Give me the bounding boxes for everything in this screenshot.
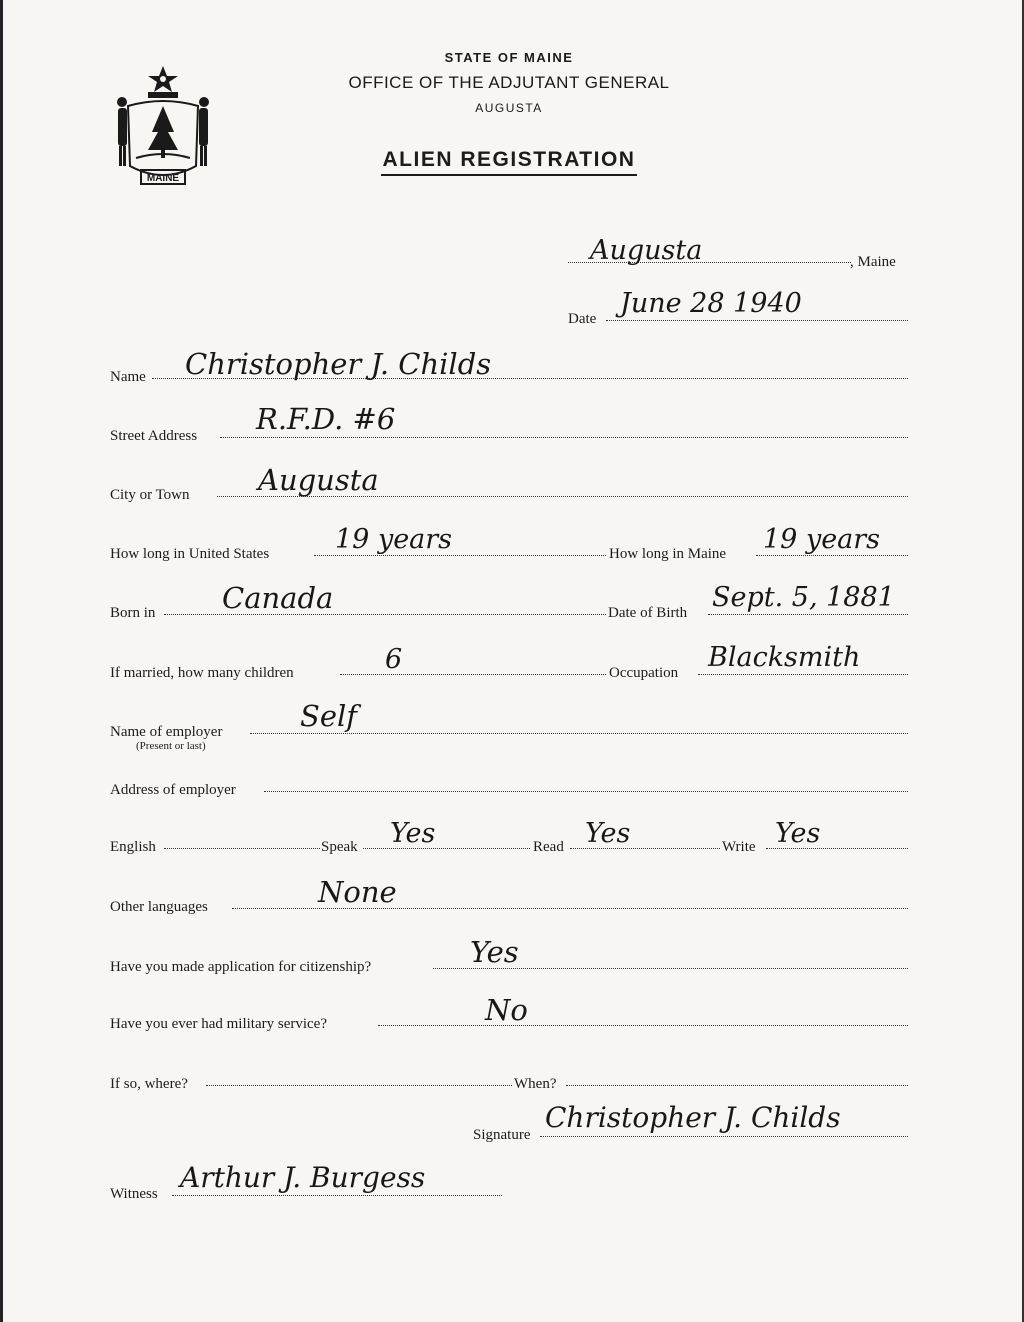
- name-entry: Christopher J. Childs: [185, 347, 492, 381]
- date-of-birth-line: [708, 614, 908, 615]
- military-line: [378, 1025, 908, 1026]
- how-long-us-line: [314, 555, 606, 556]
- occupation-line: [698, 674, 908, 675]
- name-label: Name: [110, 369, 146, 385]
- city-entry: Augusta: [258, 463, 379, 497]
- write-label: Write: [722, 839, 756, 855]
- occupation-entry: Blacksmith: [708, 642, 861, 673]
- witness-line: [172, 1195, 502, 1196]
- employer-name-entry: Self: [300, 699, 358, 733]
- military-entry: No: [485, 993, 528, 1027]
- children-label: If married, how many children: [110, 665, 294, 681]
- maine-label: , Maine: [850, 254, 896, 270]
- scan-border-left: [0, 0, 3, 1322]
- born-in-label: Born in: [110, 605, 156, 621]
- other-languages-label: Other languages: [110, 899, 208, 915]
- date-label: Date: [568, 311, 597, 327]
- signature-label: Signature: [473, 1127, 531, 1143]
- date-entry: June 28 1940: [620, 288, 802, 319]
- employer-note: (Present or last): [136, 740, 206, 752]
- english-line: [164, 848, 320, 849]
- form-title-wrap: [0, 148, 1018, 172]
- date-of-birth-label: Date of Birth: [608, 605, 688, 621]
- date-of-birth-entry: Sept. 5, 1881: [712, 582, 895, 613]
- signature-entry: Christopher J. Childs: [545, 1101, 841, 1134]
- date-line: [606, 320, 908, 321]
- how-long-us-label: How long in United States: [110, 546, 270, 562]
- where-line: [206, 1085, 512, 1086]
- military-label: Have you ever had military service?: [110, 1016, 327, 1032]
- witness-entry: Arthur J. Burgess: [180, 1161, 426, 1194]
- employer-address-label: Address of employer: [110, 782, 236, 798]
- speak-entry: Yes: [390, 818, 436, 849]
- witness-label: Witness: [110, 1186, 158, 1202]
- header-state: STATE OF MAINE: [444, 50, 574, 65]
- citizenship-label: Have you made application for citizenship?: [110, 959, 372, 975]
- how-long-maine-entry: 19 years: [763, 524, 881, 555]
- occupation-label: Occupation: [609, 665, 679, 681]
- header-city: AUGUSTA: [475, 101, 543, 115]
- other-languages-entry: None: [318, 875, 397, 909]
- children-entry: 6: [385, 644, 403, 675]
- street-address-label: Street Address: [110, 428, 198, 444]
- speak-label: Speak: [321, 839, 358, 855]
- when-line: [566, 1085, 908, 1086]
- city-label: City or Town: [110, 487, 190, 503]
- header-office: OFFICE OF THE ADJUTANT GENERAL: [348, 73, 670, 92]
- how-long-maine-line: [756, 555, 908, 556]
- where-label: If so, where?: [110, 1076, 188, 1092]
- read-label: Read: [533, 839, 564, 855]
- place-entry: Augusta: [590, 235, 703, 266]
- street-address-line: [220, 437, 908, 438]
- read-entry: Yes: [585, 818, 631, 849]
- children-line: [340, 674, 606, 675]
- citizenship-entry: Yes: [470, 935, 519, 969]
- speak-line: [363, 848, 530, 849]
- how-long-maine-label: How long in Maine: [609, 546, 727, 562]
- employer-address-line: [264, 791, 908, 792]
- signature-line: [540, 1136, 908, 1137]
- how-long-us-entry: 19 years: [335, 524, 453, 555]
- seal-banner-text: MAINE: [146, 173, 180, 184]
- born-in-entry: Canada: [222, 581, 334, 615]
- employer-name-line: [250, 733, 908, 734]
- when-label: When?: [514, 1076, 557, 1092]
- english-label: English: [110, 839, 156, 855]
- write-entry: Yes: [775, 818, 821, 849]
- form-title: ALIEN REGISTRATION: [381, 148, 638, 176]
- employer-name-label: Name of employer: [110, 724, 223, 740]
- street-address-entry: R.F.D. #6: [256, 402, 396, 436]
